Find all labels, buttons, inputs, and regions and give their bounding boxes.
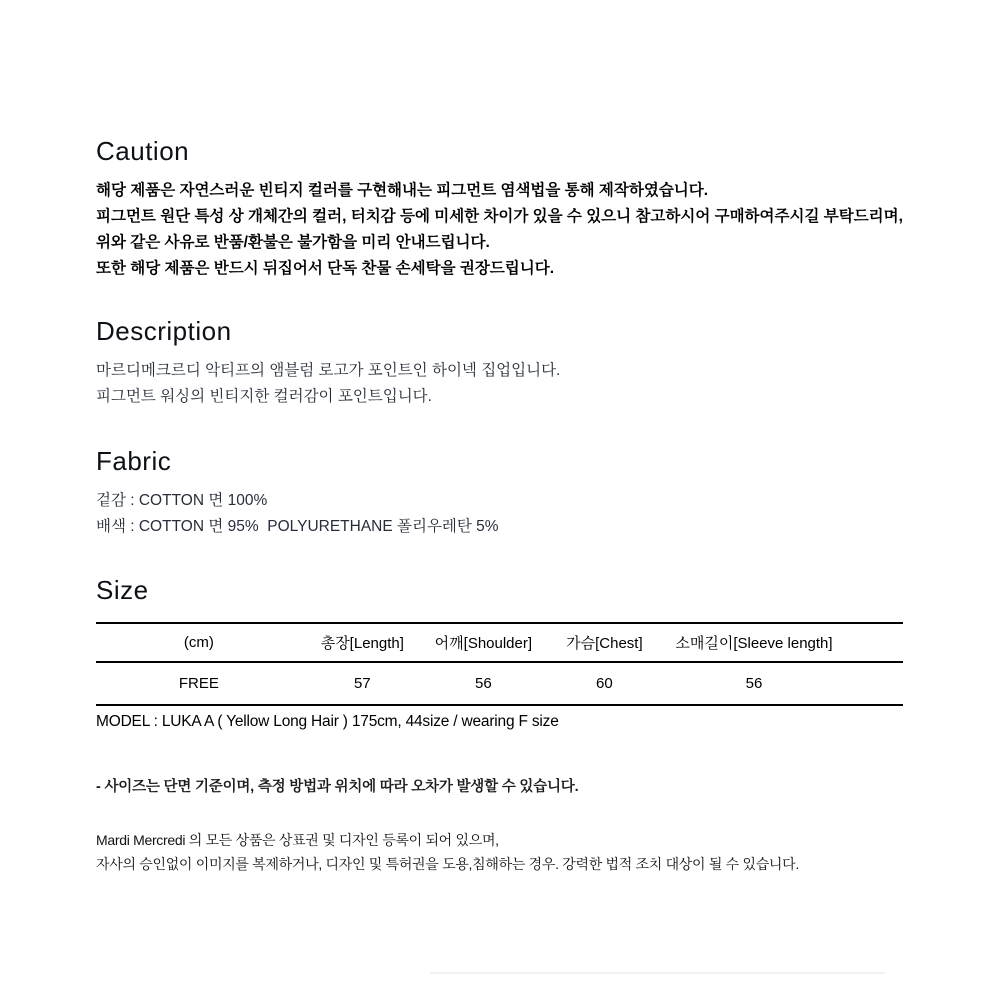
cropped-content-artifact (430, 972, 885, 974)
size-cell-length: 57 (353, 675, 371, 692)
size-cell-chest: 60 (596, 675, 613, 692)
description-line: 피그먼트 워싱의 빈티지한 컬러감이 포인트입니다. (96, 388, 432, 405)
size-table-header-chest: 가슴[Chest] (566, 635, 643, 652)
size-table-header-unit: (cm) (183, 634, 214, 651)
size-cell-size-name: FREE (178, 675, 219, 692)
legal-line: Mardi Mercredi 의 모든 상품은 상표권 및 디자인 등록이 되어 있으며, (96, 832, 499, 848)
fabric-section (96, 446, 903, 540)
caution-line: 또한 해당 제품은 반드시 뒤집어서 단독 찬물 손세탁을 권장드립니다. (96, 260, 555, 277)
fabric-line: 배색 : COTTON 면 95% POLYURETHANE 폴리우레탄 5% (96, 518, 499, 535)
size-table-header-shoulder: 어깨[Shoulder] (434, 635, 533, 652)
caution-heading: Caution (96, 136, 190, 166)
caution-section (96, 136, 903, 282)
model-info: MODEL : LUKA A ( Yellow Long Hair ) 175cm, 44size / wearing F size (96, 713, 559, 730)
description-line: 마르디메크르디 악티프의 앰블럼 로고가 포인트인 하이넥 집업입니다. (96, 362, 561, 379)
size-heading: Size (96, 575, 149, 605)
size-cell-sleeve: 56 (745, 675, 763, 692)
size-table-header-row (96, 623, 903, 662)
size-table-row-free (96, 662, 903, 705)
description-section (96, 316, 903, 410)
size-table-header-length: 총장[Length] (320, 635, 404, 652)
product-info-content (96, 136, 903, 876)
size-note: - 사이즈는 단면 기준이며, 측정 방법과 위치에 따라 오차가 발생할 수 있습니다. (96, 779, 579, 795)
legal-line: 자사의 승인없이 이미지를 복제하거나, 디자인 및 특허권을 도용,침해하는 경우. 강력한 법적 조치 대상이 될 수 있습니다. (96, 856, 799, 872)
legal-section (96, 828, 903, 876)
caution-line: 위와 같은 사유로 반품/환불은 불가함을 미리 안내드립니다. (96, 234, 490, 251)
fabric-heading: Fabric (96, 446, 172, 476)
caution-line: 피그먼트 원단 특성 상 개체간의 컬러, 터치감 등에 미세한 차이가 있을 수 있으니 참고하시어 구매하여주시길 부탁드리며, (96, 208, 903, 225)
caution-line: 해당 제품은 자연스러운 빈티지 컬러를 구현해내는 피그먼트 염색법을 통해 제작하였습니다. (96, 182, 709, 199)
size-section (96, 575, 903, 796)
fabric-line: 겉감 : COTTON 면 100% (96, 492, 268, 509)
size-table-header-sleeve: 소매길이[Sleeve length] (675, 635, 833, 652)
size-cell-shoulder: 56 (475, 675, 492, 692)
description-heading: Description (96, 316, 232, 346)
size-table (96, 622, 903, 706)
